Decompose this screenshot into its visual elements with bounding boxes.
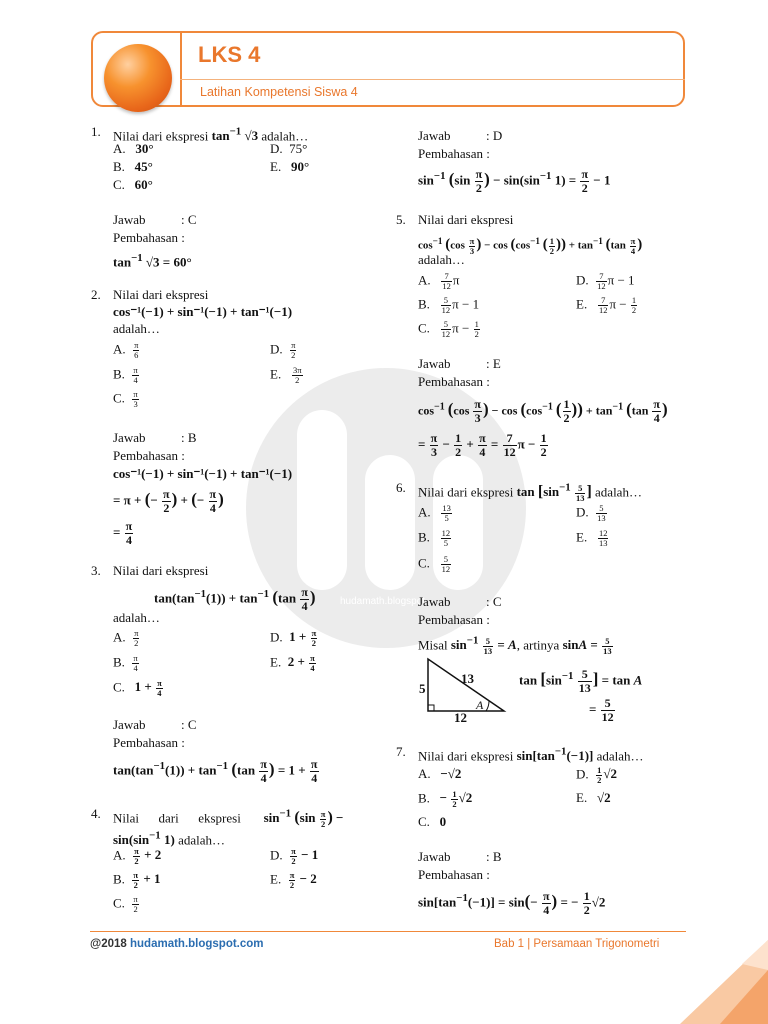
option-c: C. 1 + $\frac{\pi}{4}$ (113, 678, 162, 698)
answer-label: Jawab (418, 594, 451, 609)
orange-ball-logo-icon (104, 44, 172, 112)
question-tail: adalah… (113, 610, 160, 625)
option-e: E. $\frac{\pi}{2}$ − 2 (270, 870, 317, 890)
option-d: D. $\frac{\pi}{2}$ − 1 (270, 846, 319, 866)
option-c: C. 60° (113, 177, 153, 192)
page-title: LKS 4 (198, 42, 261, 67)
option-e: E. √2 (576, 790, 611, 805)
question-tail: adalah… (418, 252, 465, 267)
option-b: B. $\frac{5}{12}$ π − 1 (418, 295, 480, 315)
discussion-label: Pembahasan : (418, 612, 490, 627)
footer-chapter: Bab 1 | Persamaan Trigonometri (494, 938, 660, 950)
question-stem: Nilai dari ekspresi (113, 563, 209, 578)
option-b: B. 45° (113, 159, 153, 174)
answer-label: Jawab (113, 717, 146, 732)
question-stem: Nilai dari ekspresi $\tan [\sin^{-1}$ $\frac{5}{13}$ ] adalah… (418, 482, 642, 503)
question-expression: $\cos^{-1} (\cos$ $\frac{\pi}{3}$ ) − $\cos (\cos^{-1}$ ( $\frac{1}{2}$ )) + $\tan^{-1} (\tan$ $\frac{\pi}{4}$ ) (418, 235, 643, 256)
footer-copyright (90, 938, 264, 950)
page-subtitle: Latihan Kompetensi Siswa 4 (200, 85, 358, 99)
discussion-label: Pembahasan : (113, 735, 185, 750)
discussion-label: Pembahasan : (113, 448, 185, 463)
option-c: C. $\frac{5}{12}$ (418, 554, 451, 574)
question-expression: cos⁻¹(−1) + sin⁻¹(−1) + tan⁻¹(−1) (113, 304, 293, 319)
solution-line: Misal $\sin^{-1}$ $\frac{5}{13}$ = A, artinya sinA = $\frac{5}{13}$ (418, 635, 612, 656)
answer-value: : B (181, 430, 197, 445)
answer-label: Jawab (418, 849, 451, 864)
option-e: E. 90° (270, 159, 310, 174)
copyright-year: @2018 (90, 938, 127, 950)
option-a: A. $\frac{13}{5}$ (418, 503, 451, 523)
footer-rule (90, 931, 686, 932)
option-d: D. $\frac{\pi}{2}$ (270, 340, 296, 360)
answer-value: : B (486, 849, 502, 864)
option-c: C. $\frac{\pi}{2}$ (113, 894, 138, 914)
option-d: D. $\frac{7}{12}$ π − 1 (576, 271, 635, 291)
option-a: A. −√2 (418, 766, 462, 781)
option-a: A. $\frac{\pi}{2}$ (113, 628, 139, 648)
option-a: A. 30° (113, 141, 154, 156)
question-number: 5. (396, 212, 406, 227)
option-d: D. 75° (270, 141, 308, 156)
triangle-adjacent-label: 12 (454, 710, 467, 725)
option-c: C. $\frac{\pi}{3}$ (113, 389, 138, 409)
answer-value: : C (181, 717, 197, 732)
option-e: E. $\frac{3\pi}{2}$ (270, 365, 302, 385)
discussion-label: Pembahasan : (113, 230, 185, 245)
question-stem: Nilai dari ekspresi $\sin^{-1} (\sin$ $\frac{\pi}{2}$ ) − (113, 808, 344, 829)
discussion-label: Pembahasan : (418, 867, 490, 882)
option-d: D. $\frac{1}{2}$ √2 (576, 765, 618, 785)
question-tail: adalah… (113, 321, 160, 336)
option-a: A. $\frac{\pi}{2}$ + 2 (113, 846, 162, 866)
solution-line: $\tan(\tan^{-1}(1)) + \tan^{-1} (\tan$ $\frac{\pi}{4}$ ) = 1 + $\frac{\pi}{4}$ (113, 757, 318, 785)
option-e: E. $\frac{12}{13}$ (576, 528, 608, 548)
option-e: E. $\frac{7}{12}$ π − $\frac{1}{2}$ (576, 295, 637, 315)
discussion-label: Pembahasan : (418, 146, 490, 161)
answer-value: : E (486, 356, 501, 371)
triangle-angle-label: A (476, 698, 484, 712)
solution-line: $\tan [\sin^{-1}$ $\frac{5}{13}$ ] = tan A (519, 667, 643, 695)
question-stem: Nilai dari ekspresi $\sin[\tan^{-1}(-1)]$ adalah… (418, 746, 644, 764)
right-angle-mark (428, 705, 434, 711)
answer-value: : C (181, 212, 197, 227)
question-number: 6. (396, 480, 406, 495)
question-stem: Nilai dari ekspresi (113, 287, 209, 302)
header-rule (180, 79, 685, 80)
question-number: 1. (91, 124, 101, 139)
option-c: C. $\frac{5}{12}$ π − $\frac{1}{2}$ (418, 319, 479, 339)
solution-line: $\tan^{-1} √3 = 60^\circ$ (113, 252, 192, 270)
question-stem: Nilai dari ekspresi $\tan^{-1} √3$ adalah… (113, 126, 309, 144)
solution-line: $\cos^{-1} (\cos$ $\frac{\pi}{3}$ ) − $\cos (\cos^{-1}$ ( $\frac{1}{2}$ )) + $\tan^{-1} (\tan$ $\frac{\pi}{4}$ ) (418, 397, 668, 425)
watermark-letter-stroke (365, 455, 415, 590)
solution-line: = π + (− $\frac{\pi}{2}$ ) + (− $\frac{\pi}{4}$ ) (113, 487, 224, 515)
option-d: D. $\frac{5}{13}$ (576, 503, 606, 523)
answer-label: Jawab (113, 430, 146, 445)
watermark-text: hudamath.blogspot (340, 596, 426, 607)
solution-line: cos⁻¹(−1) + sin⁻¹(−1) + tan⁻¹(−1) (113, 466, 293, 481)
option-c: C. 0 (418, 814, 447, 829)
question-stem: Nilai dari ekspresi (418, 212, 514, 227)
discussion-label: Pembahasan : (418, 374, 490, 389)
option-a: A. $\frac{7}{12}$ π (418, 271, 460, 291)
answer-label: Jawab (418, 128, 451, 143)
option-b: B. $\frac{\pi}{2}$ + 1 (113, 870, 161, 890)
solution-line: $\sin[\tan^{-1}(-1)] = \sin(-$ $\frac{\pi}{4}$ ) = − $\frac{1}{2}$ √2 (418, 889, 606, 917)
option-b: B. $\frac{\pi}{4}$ (113, 365, 138, 385)
solution-line: = $\frac{5}{12}$ (589, 696, 614, 724)
question-number: 4. (91, 806, 101, 821)
solution-line: = $\frac{\pi}{3}$ − $\frac{1}{2}$ + $\frac{\pi}{4}$ = $\frac{7}{12}$ π − $\frac{1}{2}$ (418, 431, 547, 459)
triangle-hypotenuse-label: 13 (461, 671, 474, 686)
option-d: D. 1 + $\frac{\pi}{2}$ (270, 628, 317, 648)
question-stem-continued: $\sin(\sin^{-1}$ 1) adalah… (113, 830, 225, 848)
question-number: 2. (91, 287, 101, 302)
solution-line: $\sin^{-1} (\sin$ $\frac{\pi}{2}$ ) − $\sin(\sin^{-1}$ 1) = $\frac{\pi}{2}$ − 1 (418, 167, 611, 195)
option-b: B. $\frac{\pi}{4}$ (113, 653, 138, 673)
option-b: B. $\frac{12}{5}$ (418, 528, 451, 548)
angle-arc (486, 701, 489, 711)
answer-label: Jawab (418, 356, 451, 371)
watermark-letter-stroke (297, 410, 347, 590)
answer-label: Jawab (113, 212, 146, 227)
question-expression: $\tan(\tan^{-1}(1)) + \tan^{-1} (\tan$ $\frac{\pi}{4}$ ) (154, 585, 316, 613)
footer-site-link[interactable]: hudamath.blogspot.com (130, 938, 264, 950)
triangle-opposite-label: 5 (419, 681, 426, 696)
header-divider (180, 31, 182, 107)
answer-value: : C (486, 594, 502, 609)
question-number: 7. (396, 744, 406, 759)
answer-value: : D (486, 128, 503, 143)
option-b: B. − $\frac{1}{2}$ √2 (418, 789, 473, 809)
option-a: A. $\frac{\pi}{6}$ (113, 340, 139, 360)
solution-line: = $\frac{\pi}{4}$ (113, 519, 133, 547)
question-number: 3. (91, 563, 101, 578)
option-e: E. 2 + $\frac{\pi}{4}$ (270, 653, 315, 673)
corner-decoration-icon (680, 930, 768, 1024)
